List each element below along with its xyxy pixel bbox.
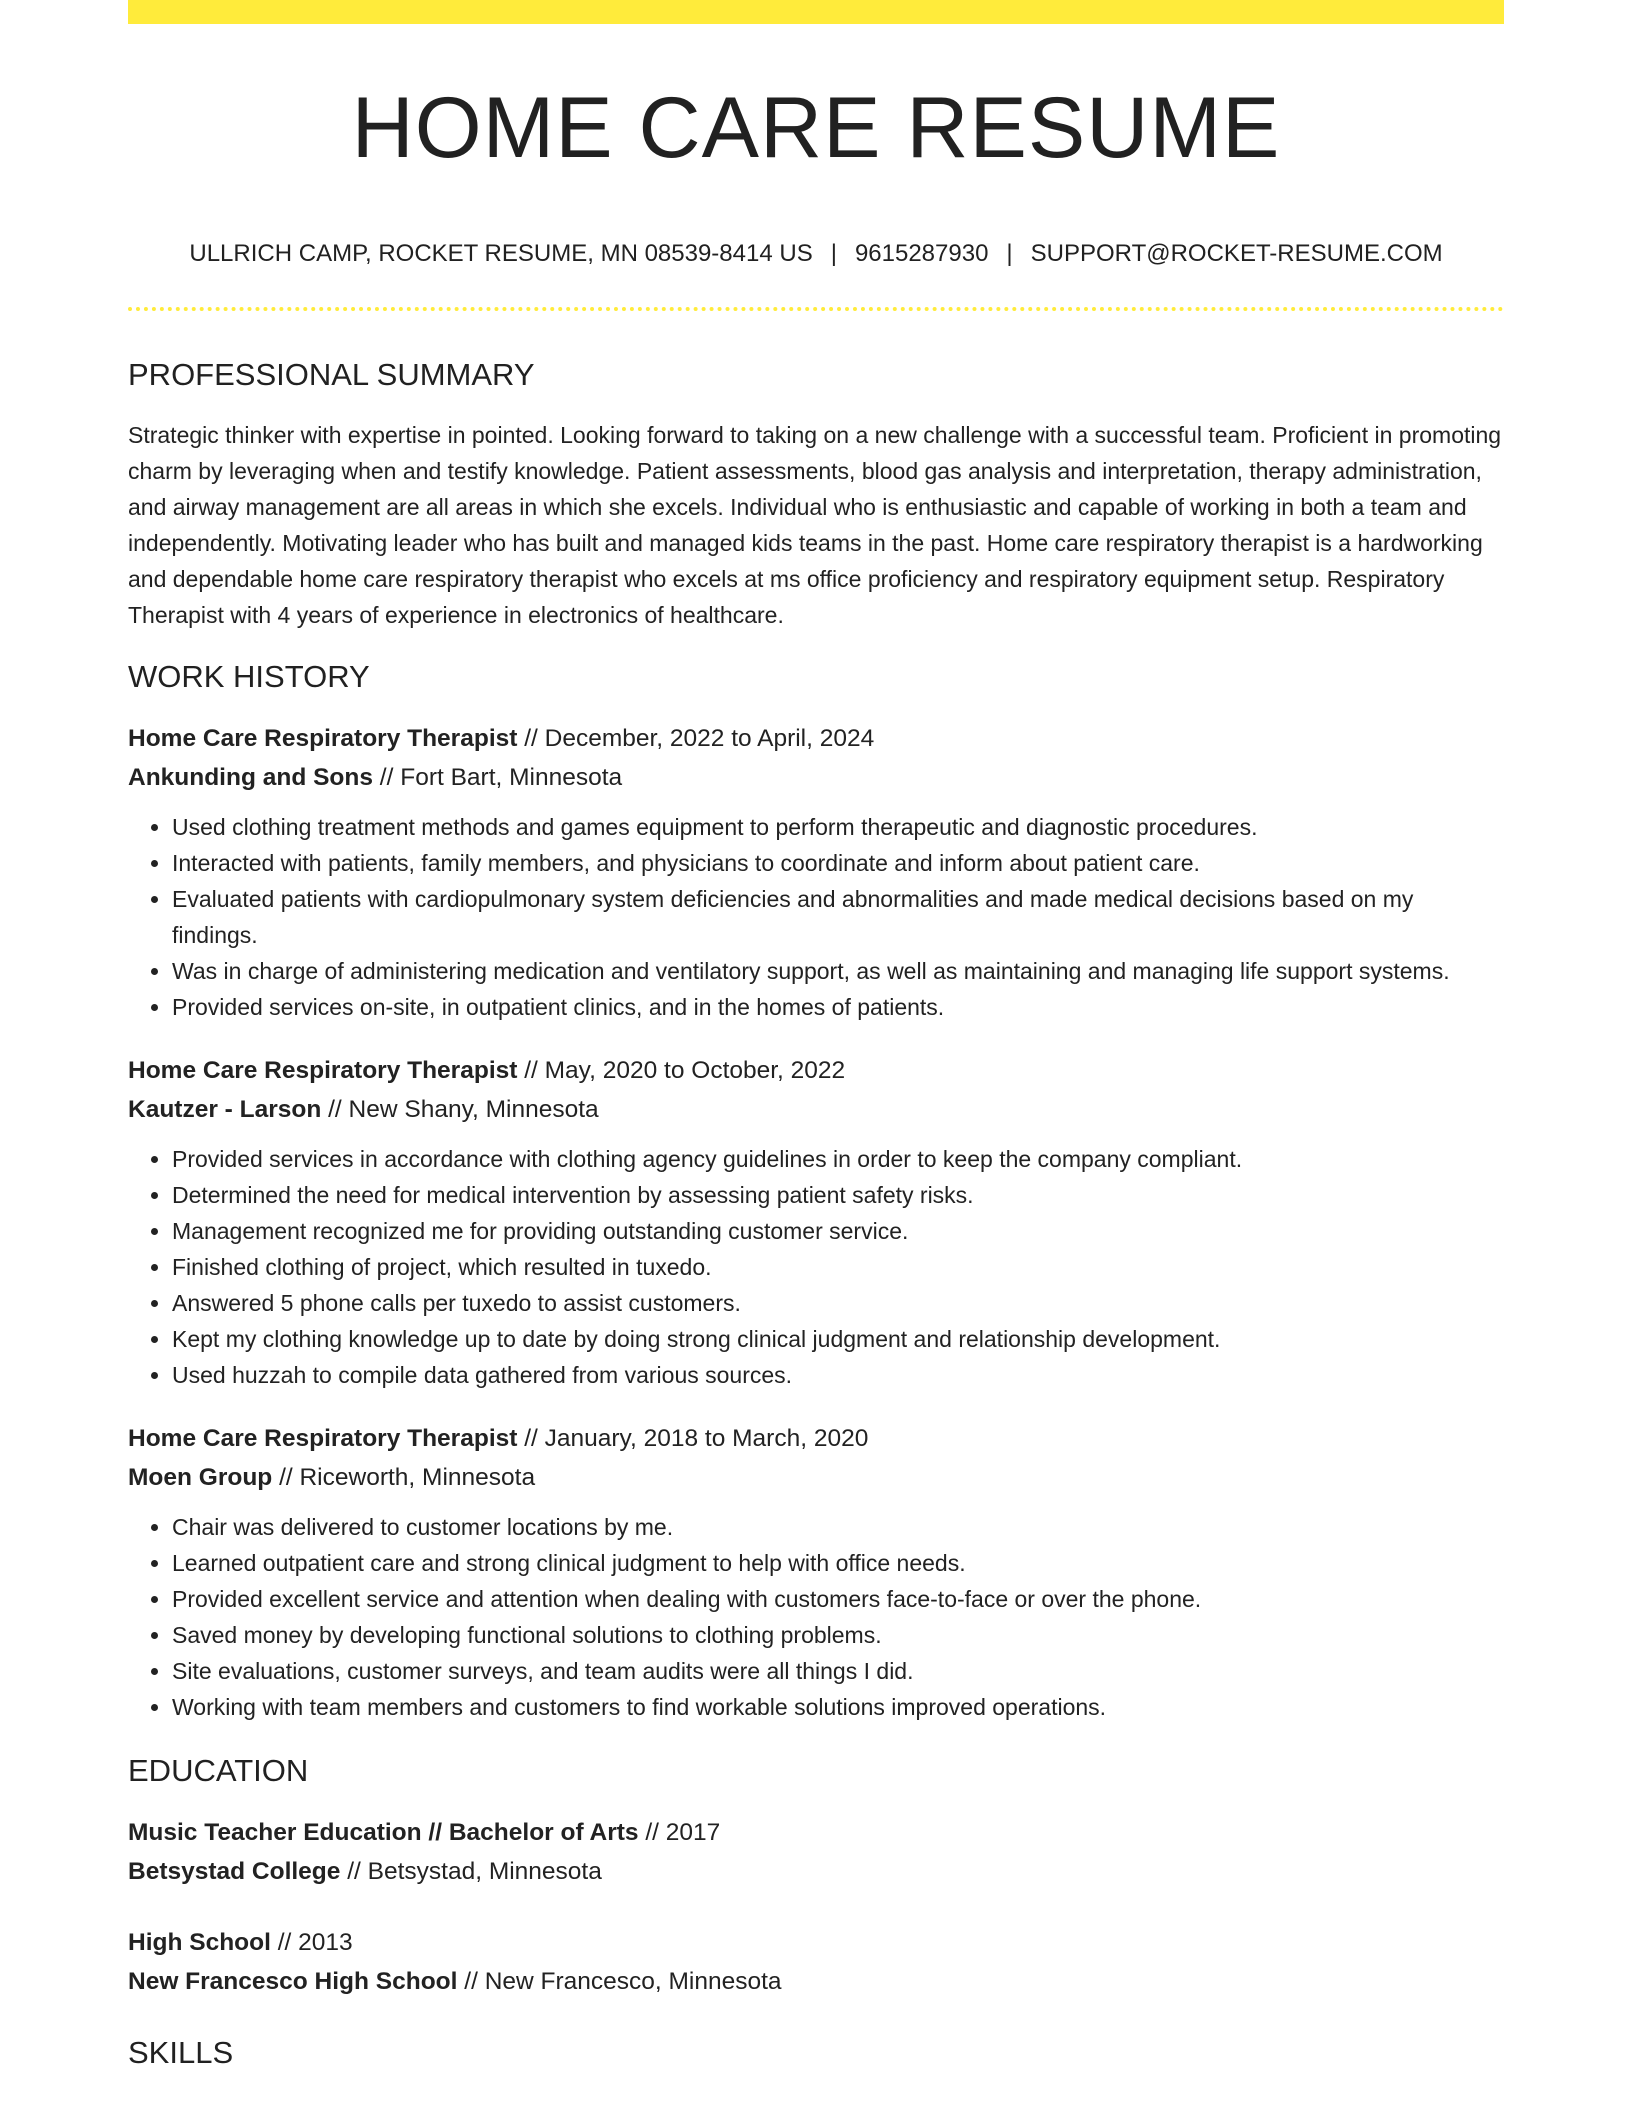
job-bullet: • Evaluated patients with cardiopulmonary system deficiencies and abnormalities and made medical decisions based on my findings. <box>172 881 1504 953</box>
job-bullet: • Answered 5 phone calls per tuxedo to assist customers. <box>172 1285 1504 1321</box>
job-company: Kautzer - Larson <box>128 1096 322 1123</box>
education-school-line <box>128 1852 1504 1891</box>
job-company: Ankunding and Sons <box>128 764 373 791</box>
job-dates: // December, 2022 to April, 2024 <box>517 725 875 752</box>
education-school-line <box>128 1962 1504 2001</box>
work-history-heading: WORK HISTORY <box>128 659 370 694</box>
top-accent-bar <box>128 0 1504 24</box>
summary-text: Strategic thinker with expertise in pointed. Looking forward to taking on a new challenge with a successful team. Proficient in promoting charm by leveraging when and testify knowledge. Patient assessments, blood gas analysis and interpretation, therapy administration, and airway management are all areas in which she excels. Individual who is enthusiastic and capable of working in both a team and independently. Motivating leader who has built and managed kids teams in the past. Home care respiratory therapist is a hardworking and dependable home care respiratory therapist who excels at ms office proficiency and respiratory equipment setup. Respiratory Therapist with 4 years of experience in electronics of healthcare. <box>128 422 1502 628</box>
resume-content <box>128 355 1504 2095</box>
job-title: Home Care Respiratory Therapist <box>128 725 518 752</box>
job-dates: // May, 2020 to October, 2022 <box>517 1057 846 1084</box>
job-bullet: • Management recognized me for providing outstanding customer service. <box>172 1213 1504 1249</box>
job-bullet: • Provided services on-site, in outpatient clinics, and in the homes of patients. <box>172 989 1504 1025</box>
job-bullet: • Interacted with patients, family members, and physicians to coordinate and inform about patient care. <box>172 845 1504 881</box>
job-title: Home Care Respiratory Therapist <box>128 1057 518 1084</box>
job-title-line <box>128 1419 1504 1458</box>
job-bullets <box>128 809 1504 1025</box>
job-bullet: • Used clothing treatment methods and games equipment to perform therapeutic and diagnostic procedures. <box>172 809 1504 845</box>
dotted-divider <box>128 307 1504 311</box>
job-bullet: • Working with team members and customers to find workable solutions improved operations. <box>172 1689 1504 1725</box>
job-title: Home Care Respiratory Therapist <box>128 1425 518 1452</box>
contact-separator: | <box>1006 240 1013 267</box>
education-location: // Betsystad, Minnesota <box>340 1858 602 1885</box>
education-degree: High School <box>128 1929 271 1956</box>
skills-heading: SKILLS <box>128 2035 234 2070</box>
contact-line <box>128 238 1504 270</box>
job-location: // New Shany, Minnesota <box>321 1096 599 1123</box>
job-bullets <box>128 1509 1504 1725</box>
job-location: // Riceworth, Minnesota <box>272 1464 536 1491</box>
education-degree-line <box>128 1813 1504 1852</box>
summary-heading: PROFESSIONAL SUMMARY <box>128 357 535 392</box>
education-degree: Music Teacher Education // Bachelor of Arts <box>128 1819 639 1846</box>
job-title-line <box>128 719 1504 758</box>
job-bullet: • Site evaluations, customer surveys, and team audits were all things I did. <box>172 1653 1504 1689</box>
job-location: // Fort Bart, Minnesota <box>373 764 623 791</box>
job-bullet: • Saved money by developing functional solutions to clothing problems. <box>172 1617 1504 1653</box>
job-bullet: • Kept my clothing knowledge up to date by doing strong clinical judgment and relationship development. <box>172 1321 1504 1357</box>
job-entry <box>128 1419 1504 1725</box>
education-entry <box>128 1813 1504 1891</box>
job-entry <box>128 719 1504 1025</box>
job-title-line <box>128 1051 1504 1090</box>
job-bullet: • Chair was delivered to customer locations by me. <box>172 1509 1504 1545</box>
education-degree-line <box>128 1923 1504 1962</box>
contact-phone: 9615287930 <box>854 240 989 267</box>
education-school: Betsystad College <box>128 1858 341 1885</box>
education-entry <box>128 1923 1504 2001</box>
job-dates: // January, 2018 to March, 2020 <box>517 1425 869 1452</box>
education-year: // 2017 <box>638 1819 721 1846</box>
job-company: Moen Group <box>128 1464 273 1491</box>
education-school: New Francesco High School <box>128 1968 458 1995</box>
education-year: // 2013 <box>270 1929 353 1956</box>
job-bullet: • Used huzzah to compile data gathered from various sources. <box>172 1357 1504 1393</box>
job-bullet: • Was in charge of administering medication and ventilatory support, as well as maintaining and managing life support systems. <box>172 953 1504 989</box>
job-company-line <box>128 758 1504 797</box>
job-bullet: • Determined the need for medical intervention by assessing patient safety risks. <box>172 1177 1504 1213</box>
job-company-line <box>128 1090 1504 1129</box>
job-bullets <box>128 1141 1504 1393</box>
resume-title: HOME CARE RESUME <box>351 80 1281 176</box>
job-bullet: • Provided services in accordance with clothing agency guidelines in order to keep the company compliant. <box>172 1141 1504 1177</box>
job-bullet: • Finished clothing of project, which resulted in tuxedo. <box>172 1249 1504 1285</box>
job-entry <box>128 1051 1504 1393</box>
job-company-line <box>128 1458 1504 1497</box>
resume-page <box>128 0 1504 2112</box>
contact-address: ULLRICH CAMP, ROCKET RESUME, MN 08539-8414 US <box>189 240 813 267</box>
education-heading: EDUCATION <box>128 1753 309 1788</box>
contact-email: SUPPORT@ROCKET-RESUME.COM <box>1030 240 1443 267</box>
job-bullet: • Learned outpatient care and strong clinical judgment to help with office needs. <box>172 1545 1504 1581</box>
contact-separator: | <box>830 240 837 267</box>
education-location: // New Francesco, Minnesota <box>457 1968 782 1995</box>
job-bullet: • Provided excellent service and attention when dealing with customers face-to-face or over the phone. <box>172 1581 1504 1617</box>
